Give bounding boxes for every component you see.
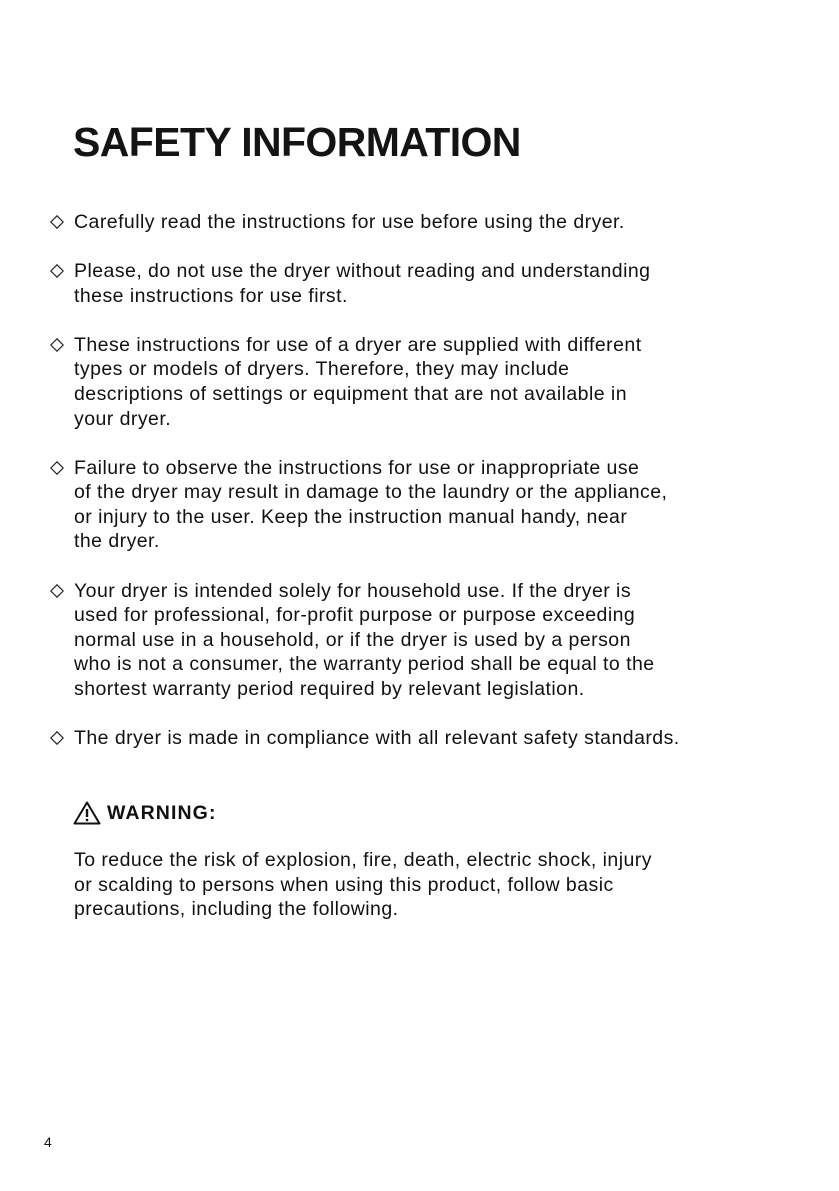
bullet-item (48, 456, 828, 554)
warning-heading (73, 800, 217, 826)
diamond-icon (50, 731, 64, 745)
bullet-text: Your dryer is intended solely for household use. If the dryer is used for professional, for-profit purpose or purpose exceeding normal use in a household, or if the dryer is used by a person who is not a consumer, the warranty period shall be equal to the shortest warranty period required by relevant legislation. (74, 579, 655, 700)
diamond-icon (50, 461, 64, 475)
bullet-item (48, 579, 828, 702)
bullet-text: Failure to observe the instructions for use or inappropriate use of the dryer may result in damage to the laundry or the appliance, or injury to the user. Keep the instruction manual handy, near the dryer. (74, 456, 668, 553)
bullet-text: Carefully read the instructions for use before using the dryer. (74, 211, 625, 233)
bullet-text: Please, do not use the dryer without reading and understanding these instructions for use first. (74, 260, 651, 307)
diamond-icon (50, 584, 64, 598)
page-number: 4 (44, 1134, 52, 1150)
bullet-text: The dryer is made in compliance with all relevant safety standards. (74, 727, 680, 749)
diamond-icon (50, 264, 64, 278)
diamond-icon (50, 215, 64, 229)
safety-bullet-list (48, 210, 828, 775)
warning-body: To reduce the risk of explosion, fire, death, electric shock, injury or scalding to persons when using this product, follow basic precautions, including the following. (74, 849, 652, 921)
diamond-icon (50, 338, 64, 352)
bullet-item (48, 210, 828, 235)
page-title: SAFETY INFORMATION (73, 119, 521, 165)
bullet-item (48, 333, 828, 431)
bullet-text: These instructions for use of a dryer are supplied with different types or models of dryers. Therefore, they may include descriptions of settings or equipment that are not available in your dryer. (74, 333, 642, 430)
warning-triangle-icon (73, 801, 105, 825)
bullet-item (48, 726, 828, 751)
bullet-item (48, 259, 828, 308)
warning-label: WARNING: (107, 801, 217, 824)
